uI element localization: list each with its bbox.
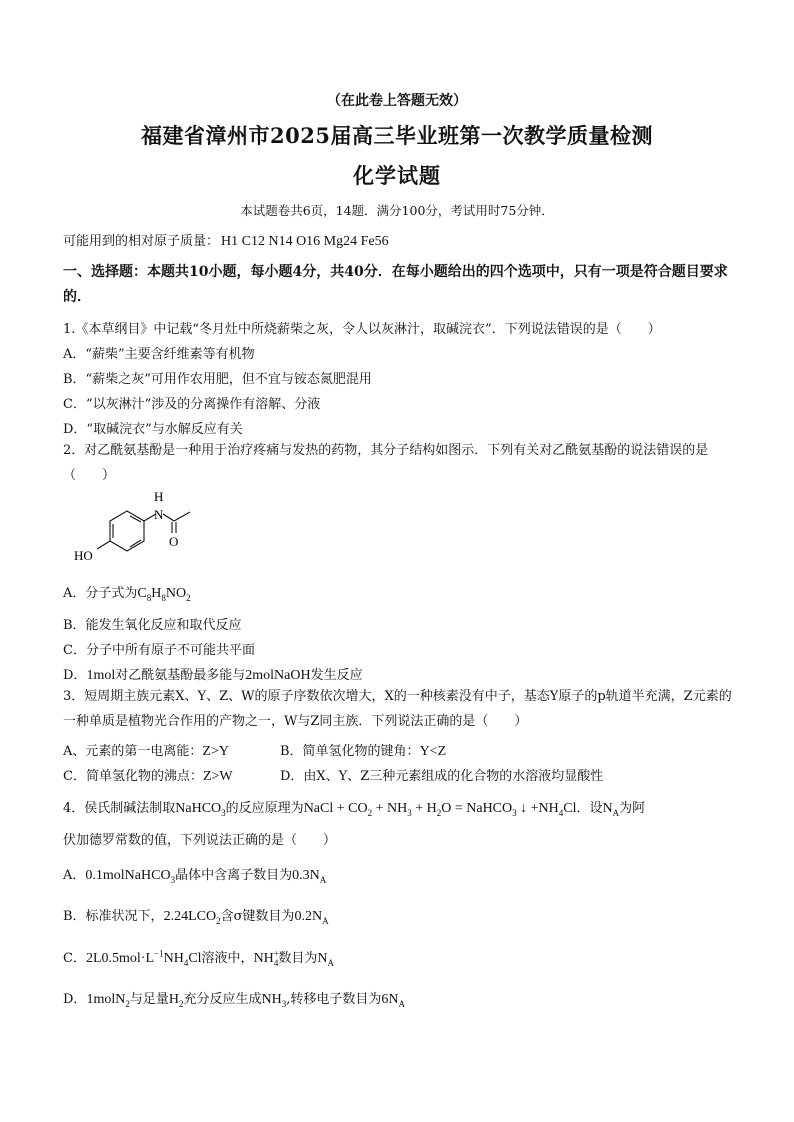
atomic-masses <box>63 230 389 250</box>
q3-option-a: A、元素的第一电离能：Z>Y <box>63 744 229 759</box>
struct-label-o: O <box>169 534 179 549</box>
q3-option-b: B．简单氢化物的键角：Y<Z <box>280 744 447 759</box>
q2-option-b: B．能发生氧化反应和取代反应 <box>63 618 242 633</box>
section-heading: 一、选择题：本题共10小题，每小题4分，共40分．在每小题给出的四个选项中，只有一项是符合题目要求的． <box>63 264 728 305</box>
q3-option-c: C．简单氢化物的沸点：Z>W <box>63 769 233 784</box>
q3-option-d: D．由X、Y、Z三种元素组成的化合物的水溶液均显酸性 <box>280 769 604 784</box>
struct-label-ho: HO <box>74 548 93 563</box>
q4-stem-line1: 4．侯氏制碱法制取NaHCO$_3$的反应原理为NaCl + $CO_2 + NH_3 + H_2O$ = NaHCO$_3$ ↓ $+NH_4Cl$．设$N_A$为阿 <box>63 801 646 818</box>
invalid-answer-notice: （在此卷上答题无效） <box>327 93 467 109</box>
acetaminophen-structure <box>70 492 210 568</box>
q3-stem: 3．短周期主族元素X、Y、Z、W的原子序数依次增大，X的一种核素没有中子，基态Y原子的p轨道半充满，Z元素的一种单质是植物光合作用的产物之一，W与Z同主族．下列说法正确的是（ ） <box>63 689 732 729</box>
q4-stem-line2: 伏加德罗常数的值，下列说法正确的是（ ） <box>63 833 337 848</box>
q1-option-c: C．“以灰淋汁”涉及的分离操作有溶解、分液 <box>63 397 321 412</box>
q2-option-d: D．1mol对乙酰氨基酚最多能与2molNaOH发生反应 <box>63 668 363 683</box>
q2-formula: $C_8H_8NO_2$ <box>137 586 191 603</box>
q1-option-d: D．“取碱浣衣”与水解反应有关 <box>63 422 243 437</box>
q2-option-a: A．分子式为$C_8H_8NO_2$ <box>63 586 191 603</box>
struct-label-n: N <box>154 507 164 522</box>
q4-option-c: C．$2L0.5mol\cdot L^{-1}NH_4Cl$溶液中，$NH^+_4$数目为$N_A$ <box>63 948 335 968</box>
q4-option-b: B．标准状况下，$2.24LCO_2$含σ键数目为$0.2N_A$ <box>63 909 329 926</box>
exam-info: 本试题卷共6页，14题．满分100分，考试用时75分钟． <box>240 203 554 218</box>
atomic-masses-values: H1 C12 N14 O16 Mg24 Fe56 <box>221 234 389 249</box>
q2-option-c: C．分子中所有原子不可能共平面 <box>63 643 255 658</box>
q4-reaction-equation: NaCl + $CO_2 + NH_3 + H_2O$ = NaHCO$_3$ ↓ $+NH_4Cl$ <box>303 801 577 818</box>
exam-title: 福建省漳州市2025届高三毕业班第一次教学质量检测 <box>141 123 653 148</box>
subject-title: 化学试题 <box>353 163 441 188</box>
q1-option-a: A．“薪柴”主要含纤维素等有机物 <box>63 347 255 362</box>
q4-option-a: A．0.1molNaHCO$_3$晶体中含离子数目为$0.3N_A$ <box>63 868 327 885</box>
struct-label-h: H <box>154 492 164 504</box>
q4-option-d: D．1molN$_2$与足量$H_2$充分反应生成$NH_3$,转移电子数目为$6N_A$ <box>63 992 405 1009</box>
atomic-masses-label: 可能用到的相对原子质量： <box>63 234 220 249</box>
q1-stem: 1.《本草纲目》中记载“冬月灶中所烧薪柴之灰，令人以灰淋汁，取碱浣衣”．下列说法错误的是（ ） <box>63 322 661 337</box>
q1-option-b: B．“薪柴之灰”可用作农用肥，但不宜与铵态氮肥混用 <box>63 372 372 387</box>
q2-stem: 2．对乙酰氨基酚是一种用于治疗疼痛与发热的药物，其分子结构如图示．下列有关对乙酰氨基酚的说法错误的是（ ） <box>63 443 709 483</box>
